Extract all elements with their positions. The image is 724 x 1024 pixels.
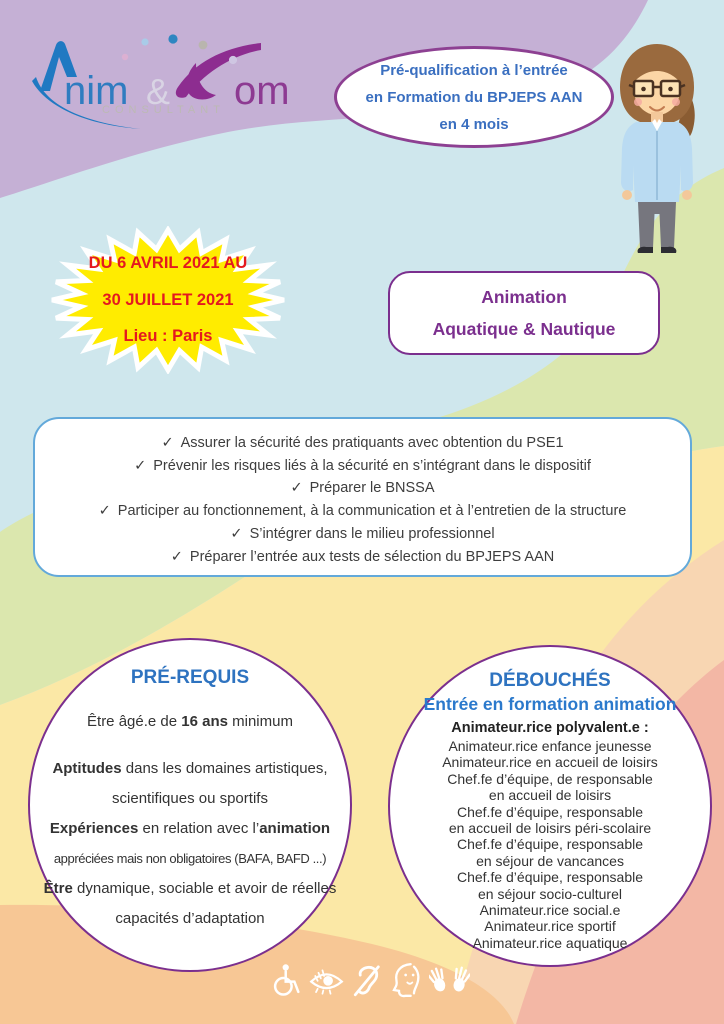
objective-text: S’intégrer dans le milieu professionnel <box>249 525 495 542</box>
prerequisites-circle <box>28 638 352 972</box>
prereq-domains-line: scientifiques ou sportifs <box>112 790 268 807</box>
opportunity-item: en séjour de vancances <box>476 852 624 869</box>
opportunity-item: Chef.fe d’équipe, responsable <box>456 869 644 886</box>
check-icon: ✓ <box>134 457 147 474</box>
prerequisites-title: PRÉ-REQUIS <box>130 667 250 688</box>
logo-consultant-text: CONSULTANT <box>102 104 225 116</box>
objective-item <box>35 546 690 569</box>
opportunity-item: Animateur.rice aquatique <box>472 934 628 951</box>
woman-pants <box>638 202 676 248</box>
objective-item <box>35 432 690 455</box>
location-line: Lieu : Paris <box>123 327 213 346</box>
date-line-1: DU 6 AVRIL 2021 AU <box>88 254 248 273</box>
objective-item <box>35 523 690 546</box>
woman-blush-left <box>634 98 642 106</box>
header-line-2: en Formation du BPJEPS AAN <box>365 88 583 106</box>
objective-text: Assurer la sécurité des pratiquants avec obtention du PSE1 <box>180 435 564 451</box>
woman-shoe-left <box>638 247 653 253</box>
prereq-adaptation-line: capacités d’adaptation <box>115 910 265 927</box>
check-icon: ✓ <box>98 503 111 520</box>
cognitive-icon <box>389 959 422 1001</box>
prereq-age-line: Être âgé.e de 16 ans minimum <box>87 713 293 730</box>
opportunity-item: en séjour socio-culturel <box>478 885 622 902</box>
objective-item <box>35 477 690 500</box>
woman-eye-right <box>668 87 673 92</box>
check-icon: ✓ <box>161 435 174 451</box>
opportunities-subtitle: Entrée en formation animation <box>423 694 677 714</box>
date-line-2: 30 JUILLET 2021 <box>102 290 234 309</box>
check-icon: ✓ <box>170 548 183 565</box>
opportunities-title: DÉBOUCHÉS <box>489 670 611 691</box>
illustrated-woman <box>598 30 716 256</box>
opportunity-item: Animateur.rice social.e <box>479 902 621 919</box>
check-icon: ✓ <box>230 525 243 542</box>
opportunities-lead: Animateur.rice polyvalent.e : <box>451 720 649 736</box>
low-vision-icon <box>308 960 345 1000</box>
prereq-experience-line: Expériences en relation avec l’animation <box>49 820 331 837</box>
logo-com-text: om <box>234 69 290 113</box>
opportunity-item: Animateur.rice en accueil de loisirs <box>442 754 658 771</box>
deaf-icon <box>352 959 382 1001</box>
date-starburst-text <box>48 226 288 374</box>
program-title-box <box>388 271 660 355</box>
prereq-bafa-line: appréciées mais non obligatoires (BAFA, BAFD ...) <box>53 851 327 866</box>
program-line-2: Aquatique & Nautique <box>432 319 616 339</box>
program-line-1: Animation <box>481 287 567 307</box>
logo-dot-lavender <box>229 56 237 64</box>
logo-anim-text: nim <box>64 69 129 113</box>
anim-com-logo <box>28 25 318 140</box>
prereq-dynamic-line: Être dynamique, sociable et avoir de réelles <box>43 880 337 897</box>
objective-text: Prévenir les risques liés à la sécurité en s’intégrant dans le dispositif <box>153 457 591 474</box>
logo-dot-gray <box>199 41 208 50</box>
opportunity-item: en accueil de loisirs <box>488 787 612 804</box>
opportunity-item: Chef.fe d’équipe, de responsable <box>447 770 653 787</box>
check-icon: ✓ <box>290 480 303 497</box>
objective-text: Préparer l’entrée aux tests de sélection du BPJEPS AAN <box>189 548 555 565</box>
logo-dot-blue <box>168 34 177 43</box>
opportunity-item: Animateur.rice enfance jeunesse <box>448 738 652 754</box>
sign-language-icon <box>429 962 470 998</box>
objectives-card <box>33 417 692 577</box>
objective-item <box>35 500 690 523</box>
header-line-3: en 4 mois <box>439 115 509 133</box>
objective-text: Participer au fonctionnement, à la communication et à l’entretien de la structure <box>117 503 627 520</box>
wheelchair-icon <box>270 959 301 1001</box>
opportunity-item: en accueil de loisirs péri-scolaire <box>448 820 652 837</box>
woman-eye-left <box>641 87 646 92</box>
logo-amp-text: & <box>146 71 171 112</box>
woman-blush-right <box>672 98 680 106</box>
prereq-aptitudes-line: Aptitudes dans les domaines artistiques, <box>52 760 328 777</box>
opportunity-item: Chef.fe d’équipe, responsable <box>456 836 644 853</box>
accessibility-icons-row <box>270 956 470 1004</box>
opportunity-item: Animateur.rice sportif <box>484 918 616 935</box>
objective-item <box>35 455 690 478</box>
logo-dot-pink <box>122 54 128 60</box>
logo-dot-lightblue <box>141 38 148 45</box>
opportunity-item: Chef.fe d’équipe, responsable <box>456 803 644 820</box>
opportunities-circle <box>388 645 712 967</box>
woman-shoe-right <box>661 247 676 253</box>
objective-text: Préparer le BNSSA <box>309 480 435 497</box>
woman-shirt <box>621 119 693 202</box>
header-line-1: Pré-qualification à l’entrée <box>380 61 568 79</box>
header-oval <box>334 46 614 148</box>
